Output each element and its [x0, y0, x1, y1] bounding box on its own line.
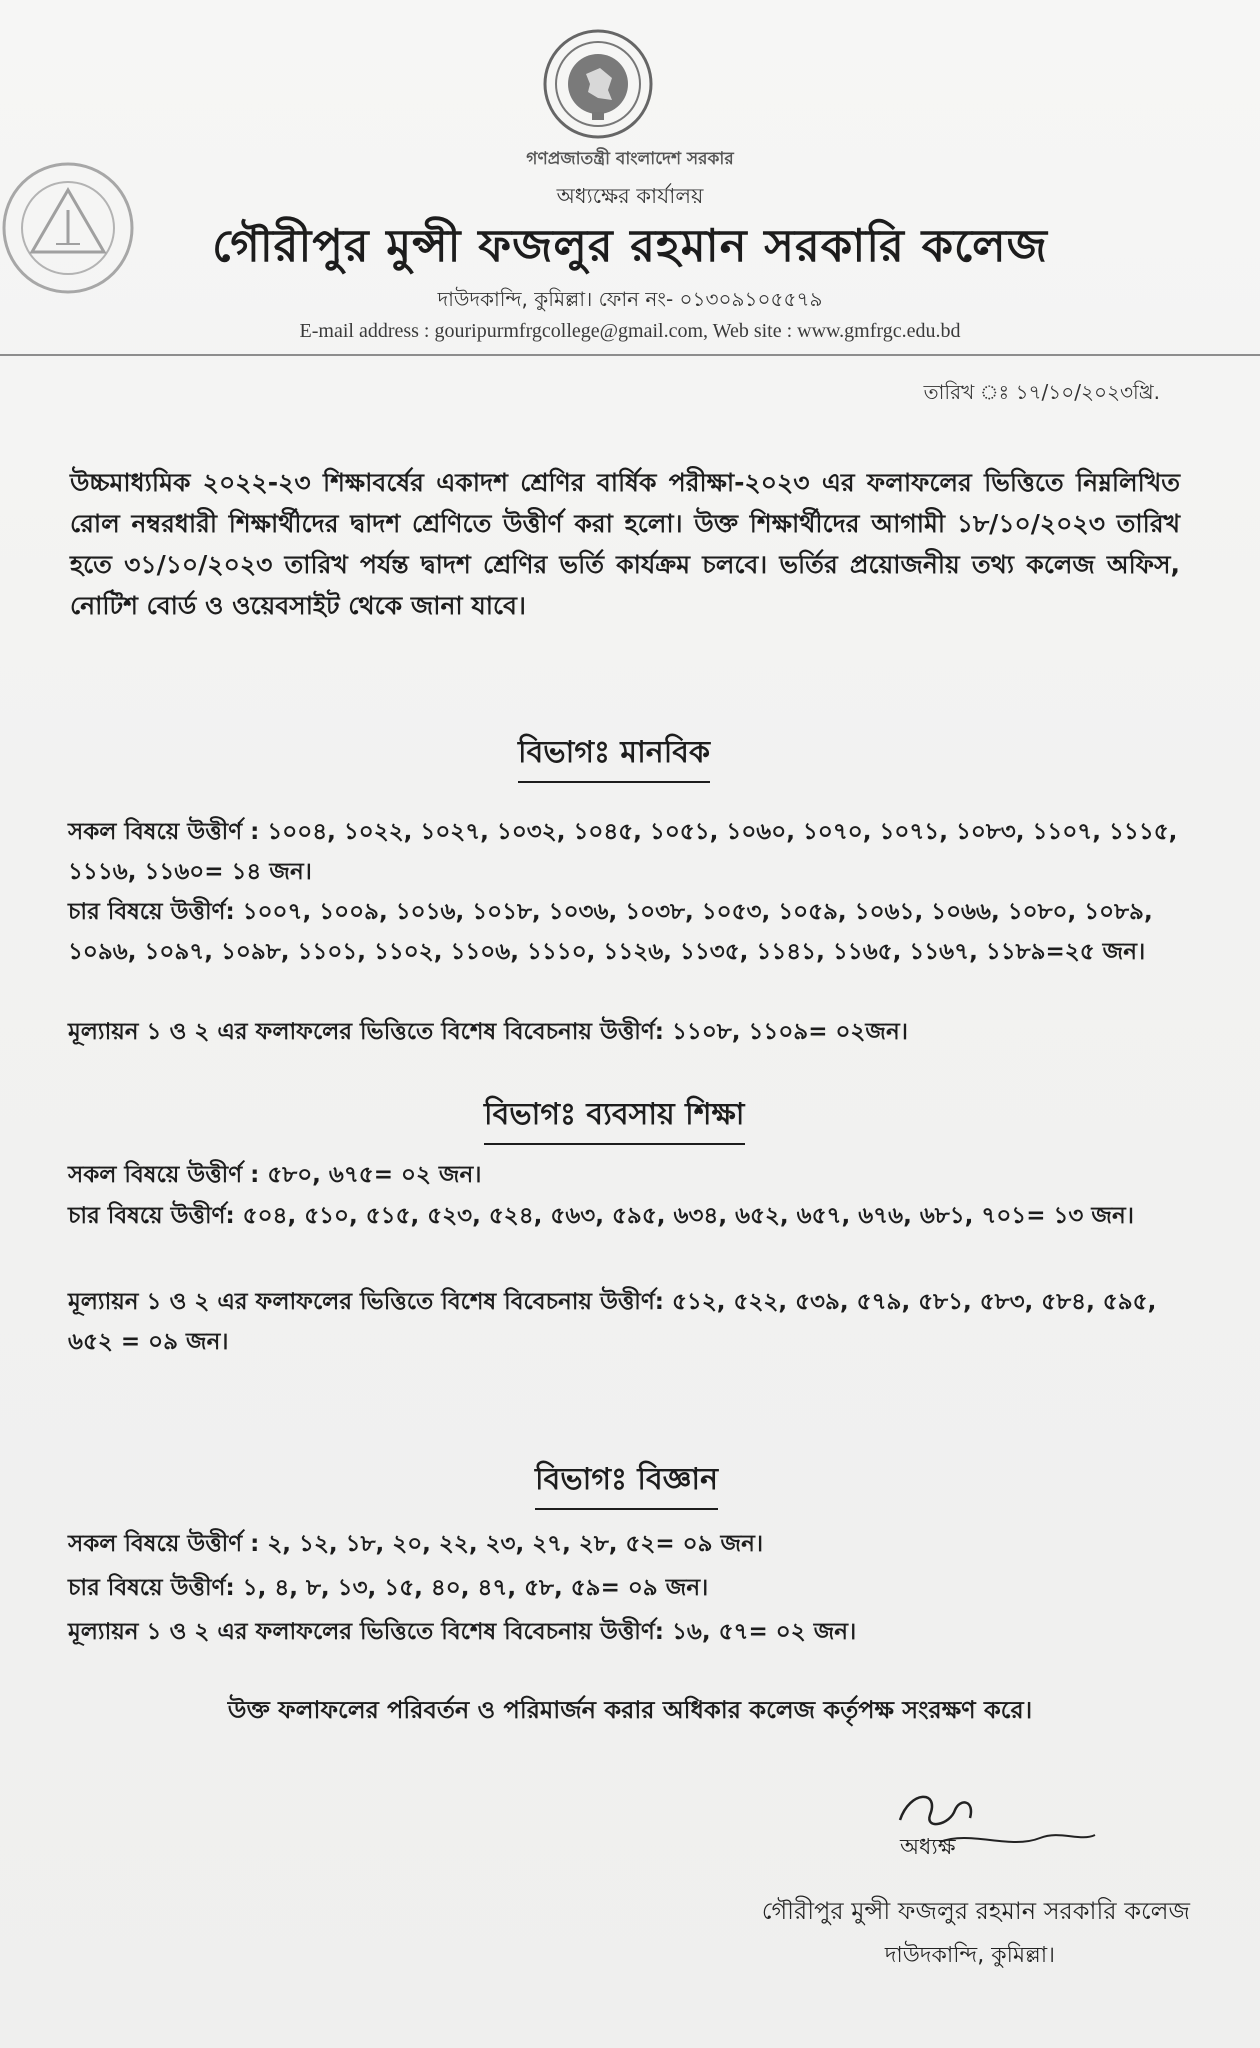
government-line: গণপ্রজাতন্ত্রী বাংলাদেশ সরকার: [526, 149, 734, 169]
section-heading-business: বিভাগঃ ব্যবসায় শিক্ষা: [484, 1090, 745, 1145]
college-name: গৌরীপুর মুন্সী ফজলুর রহমান সরকারি কলেজ: [212, 219, 1048, 272]
science-special-pass: মূল্যায়ন ১ ও ২ এর ফলাফলের ভিত্তিতে বিশেষ বিবেচনায় উত্তীর্ণ: ১৬, ৫৭= ০২ জন।: [68, 1619, 857, 1645]
header-divider: [0, 354, 1260, 356]
humanities-special-pass: মূল্যায়ন ১ ও ২ এর ফলাফলের ভিত্তিতে বিশেষ বিবেচনায় উত্তীর্ণ: ১১০৮, ১১০৯= ০২জন।: [68, 1019, 908, 1045]
signatory-college: গৌরীপুর মুন্সী ফজলুর রহমান সরকারি কলেজ: [761, 1897, 1190, 1925]
section-heading-science: বিভাগঃ বিজ্ঞান: [535, 1455, 718, 1510]
signatory-address: দাউদকান্দি, কুমিল্লা।: [884, 1943, 1055, 1968]
intro-paragraph: উচ্চমাধ্যমিক ২০২২-২৩ শিক্ষাবর্ষের একাদশ শ্রেণির বার্ষিক পরীক্ষা-২০২৩ এর ফলাফলের ভিত্তিতে নিম্নলিখিত রোল নম্বরধারী শিক্ষার্থীদের দ্বাদশ শ্রেণিতে উত্তীর্ণ করা হলো। উক্ত শিক্ষার্থীদের আগামী ১৮/১০/২০২৩ তারিখ হতে ৩১/১০/২০২৩ তারিখ পর্যন্ত দ্বাদশ শ্রেণির ভর্তি কার্যক্রম চলবে। ভর্তির প্রয়োজনীয় তথ্য কলেজ অফিস, নোটিশ বোর্ড ও ওয়েবসাইট থেকে জানা যাবে।: [70, 468, 1180, 620]
humanities-all-pass: সকল বিষয়ে উত্তীর্ণ : ১০০৪, ১০২২, ১০২৭, ১০৩২, ১০৪৫, ১০৫১, ১০৬০, ১০৭০, ১০৭১, ১০৮৩, ১১০৭, ১১১৫, ১১১৬, ১১৬০= ১৪ জন।: [68, 819, 1178, 885]
closing-statement: উক্ত ফলাফলের পরিবর্তন ও পরিমার্জন করার অধিকার কলেজ কর্তৃপক্ষ সংরক্ষণ করে।: [227, 1696, 1033, 1724]
office-line: অধ্যক্ষের কার্যালয়: [556, 184, 704, 208]
signatory-title: অধ্যক্ষ: [900, 1835, 956, 1860]
humanities-four-pass: চার বিষয়ে উত্তীর্ণ: ১০০৭, ১০০৯, ১০১৬, ১০১৮, ১০৩৬, ১০৩৮, ১০৫৩, ১০৫৯, ১০৬১, ১০৬৬, ১০৮০, ১০৮৯, ১০৯৬, ১০৯৭, ১০৯৮, ১১০১, ১১০২, ১১০৬, ১১১০, ১১২৬, ১১৩৫, ১১৪১, ১১৬৫, ১১৬৭, ১১৮৯=২৫ জন।: [68, 899, 1153, 965]
business-all-pass: সকল বিষয়ে উত্তীর্ণ : ৫৮০, ৬৭৫= ০২ জন।: [68, 1162, 482, 1188]
business-four-pass: চার বিষয়ে উত্তীর্ণ: ৫০৪, ৫১০, ৫১৫, ৫২৩, ৫২৪, ৫৬৩, ৫৯৫, ৬৩৪, ৬৫২, ৬৫৭, ৬৭৬, ৬৮১, ৭০১= ১৩ জন।: [68, 1203, 1134, 1229]
email-website-line: E-mail address : gouripurmfrgcollege@gmail.com, Web site : www.gmfrgc.edu.bd: [299, 320, 961, 342]
address-phone-line: দাউদকান্দি, কুমিল্লা। ফোন নং- ০১৩০৯১০৫৫৭৯: [437, 287, 823, 311]
section-heading-humanities: বিভাগঃ মানবিক: [518, 728, 710, 783]
science-all-pass: সকল বিষয়ে উত্তীর্ণ : ২, ১২, ১৮, ২০, ২২, ২৩, ২৭, ২৮, ৫২= ০৯ জন।: [68, 1531, 764, 1557]
science-four-pass: চার বিষয়ে উত্তীর্ণ: ১, ৪, ৮, ১৩, ১৫, ৪০, ৪৭, ৫৮, ৫৯= ০৯ জন।: [68, 1575, 709, 1601]
government-emblem-icon: [542, 28, 654, 140]
business-special-pass: মূল্যায়ন ১ ও ২ এর ফলাফলের ভিত্তিতে বিশেষ বিবেচনায় উত্তীর্ণ: ৫১২, ৫২২, ৫৩৯, ৫৭৯, ৫৮১, ৫৮৩, ৫৮৪, ৫৯৫, ৬৫২ = ০৯ জন।: [68, 1289, 1157, 1355]
notice-date: তারিখ ঃ ১৭/১০/২০২৩খ্রি.: [923, 380, 1160, 404]
